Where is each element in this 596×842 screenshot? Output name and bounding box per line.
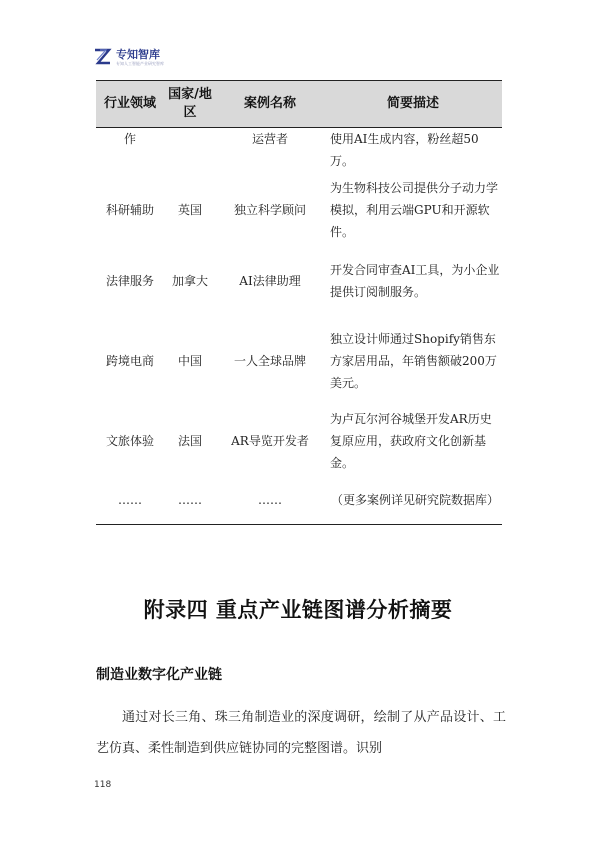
cell-desc: 独立设计师通过Shopify销售东方家居用品，年销售额破200万美元。	[330, 332, 497, 390]
cell-desc: （更多案例详见研究院数据库）	[324, 476, 502, 525]
cell-case: AR导览开发者	[231, 434, 309, 448]
cell-country	[164, 128, 216, 175]
table-row	[96, 476, 502, 525]
appendix-title: 附录四 重点产业链图谱分析摘要	[143, 598, 453, 622]
cell-field: 作	[123, 132, 136, 146]
table-row	[96, 174, 502, 246]
cell-country: ……	[164, 476, 216, 525]
zhuanzhi-logo-icon	[94, 48, 112, 66]
cell-country: 法国	[177, 434, 202, 448]
column-header-desc: 简要描述	[324, 81, 502, 128]
column-header-case: 案例名称	[216, 81, 324, 128]
cell-country: 加拿大	[171, 274, 208, 288]
cell-case: 运营者	[251, 132, 288, 146]
cell-desc: 为生物科技公司提供分子动力学模拟，利用云端GPU和开源软件。	[330, 181, 499, 239]
cell-case: AI法律助理	[239, 274, 301, 288]
cell-field: 法律服务	[105, 274, 154, 288]
body-paragraph: 通过对长三角、珠三角制造业的深度调研，绘制了从产品设计、工艺仿真、柔性制造到供应链协同的完整图谱。识别	[96, 710, 506, 756]
table-row	[96, 316, 502, 406]
table-row	[96, 406, 502, 476]
cell-field: 文旅体验	[105, 434, 154, 448]
cell-country: 中国	[177, 354, 202, 368]
cell-field: ……	[96, 476, 164, 525]
logo-text: 专知智库	[116, 47, 160, 61]
cell-desc: 为卢瓦尔河谷城堡开发AR历史复原应用，获政府文化创新基金。	[330, 412, 492, 470]
table-row	[96, 246, 502, 316]
cell-field: 科研辅助	[105, 203, 154, 217]
cell-desc: 开发合同审查AI工具，为小企业提供订阅制服务。	[330, 263, 500, 299]
section-heading: 制造业数字化产业链	[96, 667, 222, 683]
page-number: 118	[94, 780, 112, 790]
cell-desc: 使用AI生成内容，粉丝超50万。	[330, 132, 479, 168]
logo-subtitle: 专知人工智能产业研究智库	[116, 60, 164, 66]
table-header-row	[96, 81, 502, 128]
cell-country: 英国	[177, 203, 202, 217]
cell-case: 一人全球品牌	[233, 354, 306, 368]
cell-field: 跨境电商	[105, 354, 154, 368]
header-logo	[94, 48, 164, 66]
table-row	[96, 128, 502, 175]
case-table	[96, 80, 502, 525]
cell-case: 独立科学顾问	[233, 203, 306, 217]
column-header-field: 行业领域	[96, 81, 164, 128]
column-header-country: 国家/地区	[164, 81, 216, 128]
cell-case: ……	[216, 476, 324, 525]
